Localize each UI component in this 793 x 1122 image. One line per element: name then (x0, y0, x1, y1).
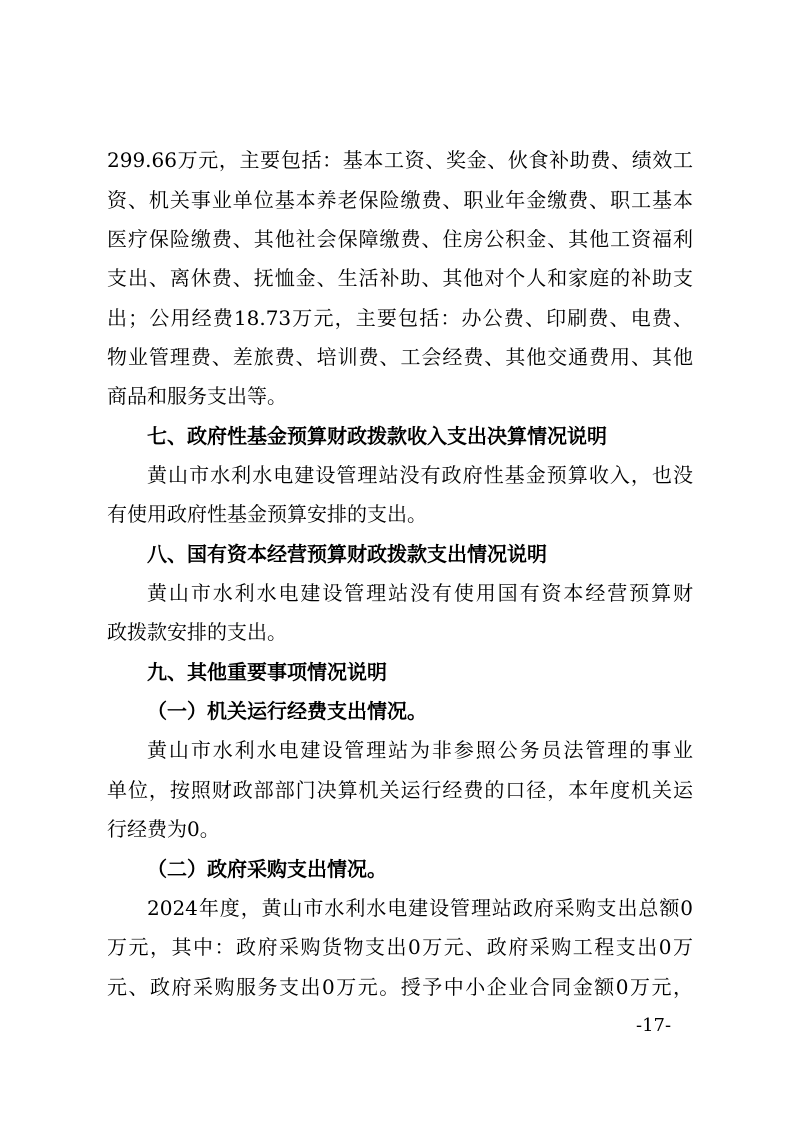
body-text-line: 2024年度，黄山市水利水电建设管理站政府采购支出总额0 (147, 896, 693, 920)
body-text-line: 商品和服务支出等。 (107, 384, 287, 408)
body-text-line: 政拨款安排的支出。 (107, 620, 287, 644)
body-text-line: 单位，按照财政部部门决算机关运行经费的口径，本年度机关运 (107, 778, 693, 802)
body-text-line: 行经费为0。 (107, 817, 220, 841)
page-number: -17- (636, 1015, 672, 1036)
body-text-line: 黄山市水利水电建设管理站为非参照公务员法管理的事业 (147, 738, 693, 762)
section-heading-8: 八、国有资本经营预算财政拨款支出情况说明 (147, 542, 547, 566)
body-text-line: 资、机关事业单位基本养老保险缴费、职业年金缴费、职工基本 (107, 188, 693, 212)
body-text-line: 元、政府采购服务支出0万元。授予中小企业合同金额0万元， (107, 975, 693, 999)
body-text-line: 支出、离休费、抚恤金、生活补助、其他对个人和家庭的补助支 (107, 266, 693, 290)
body-text-line: 有使用政府性基金预算安排的支出。 (107, 502, 427, 526)
body-text-line: 黄山市水利水电建设管理站没有使用国有资本经营预算财 (147, 581, 693, 605)
subsection-heading-2: （二）政府采购支出情况。 (147, 857, 387, 881)
body-text-line: 黄山市水利水电建设管理站没有政府性基金预算收入，也没 (147, 463, 693, 487)
body-text-line: 万元，其中：政府采购货物支出0万元、政府采购工程支出0万 (107, 935, 693, 959)
body-text-line: 物业管理费、差旅费、培训费、工会经费、其他交通费用、其他 (107, 345, 693, 369)
body-text-line: 医疗保险缴费、其他社会保障缴费、住房公积金、其他工资福利 (107, 227, 693, 251)
section-heading-7: 七、政府性基金预算财政拨款收入支出决算情况说明 (147, 424, 607, 448)
body-text-line: 出；公用经费18.73万元，主要包括：办公费、印刷费、电费、 (107, 306, 693, 330)
section-heading-9: 九、其他重要事项情况说明 (147, 660, 387, 684)
body-text-line: 299.66万元，主要包括：基本工资、奖金、伙食补助费、绩效工 (107, 148, 693, 172)
subsection-heading-1: （一）机关运行经费支出情况。 (147, 699, 427, 723)
